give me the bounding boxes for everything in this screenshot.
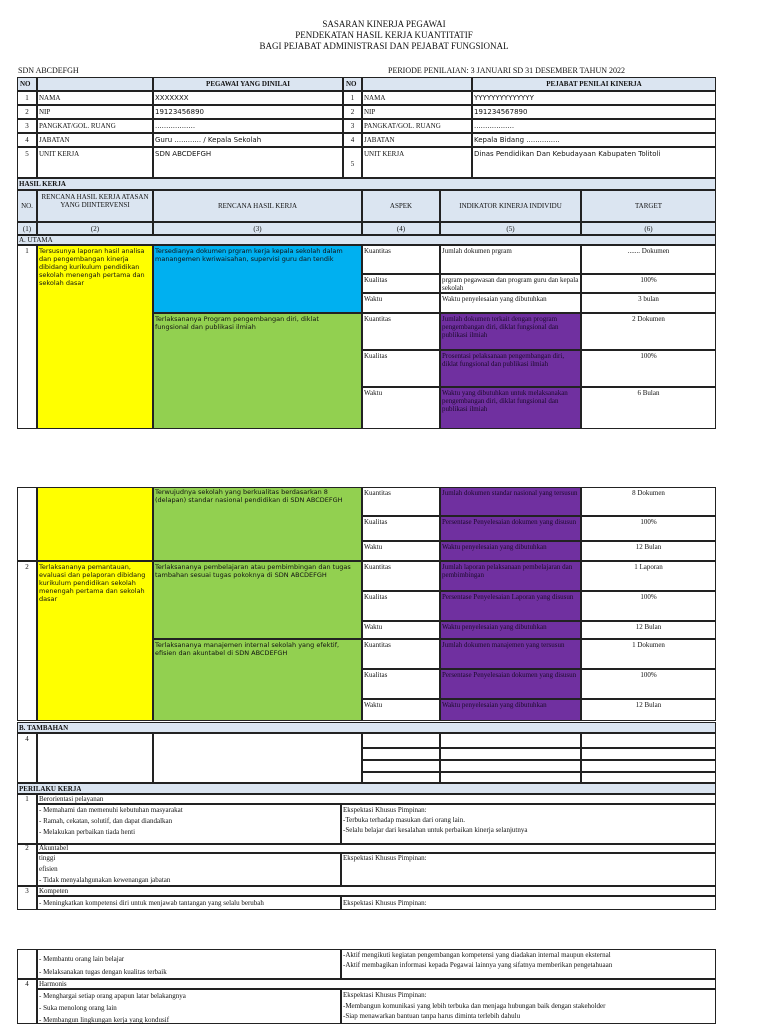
perilaku-point: - Memahami dan memenuhi kebutuhan masyarakat [39,806,183,814]
ident-row-value: XXXXXXX [155,94,189,102]
indikator-text: Waktu penyelesaian yang dibutuhkan [442,701,547,709]
col-header-indikator: INDIKATOR KINERJA INDIVIDU [459,202,562,210]
section-tambahan: B. TAMBAHAN [19,724,69,732]
ident-row-no-2: 3 [350,122,355,130]
aspek-kuantitas: Kuantitas [364,247,391,255]
ident-row-value-2: .................. [474,122,515,130]
ident-row-no-2: 4 [350,136,355,144]
target-value: 1 Laporan [634,563,663,571]
aspek-kualitas: Kualitas [364,276,388,284]
target-value: 8 Dokumen [632,489,665,497]
rhk-5: Terlaksananya manajemen internal sekolah yang efektif, efisien dan akuntabel di SDN ABCDEFGH [155,641,340,657]
rhk-3: Terwujudnya sekolah yang berkualitas berdasarkan 8 (delapan) standar nasional pendidikan di SDN ABCDEFGH [155,488,343,504]
perilaku-no: 4 [25,980,29,988]
col-num-4: (4) [396,225,406,233]
aspek-waktu: Waktu [364,623,383,631]
target-value: 100% [640,276,657,284]
ident-row-label-2: NAMA [364,94,386,102]
ident-row-label: UNIT KERJA [39,150,80,158]
rhk-4: Terlaksananya pembelajaran atau pembimbingan dan tugas tambahan sesuai tugas pokoknya di SDN ABCDEFGH [155,563,351,579]
aspek-waktu: Waktu [364,295,383,303]
indikator-text: Waktu penyelesaian yang dibutuhkan [442,295,547,303]
aspek-kuantitas: Kuantitas [364,641,391,649]
indikator-text: Jumlah dokumen prgram [442,247,512,255]
ident-row-no: 1 [25,94,29,102]
section-utama: A. UTAMA [19,236,53,244]
doc-subtitle-2: BAGI PEJABAT ADMINISTRASI DAN PEJABAT FUNGSIONAL [259,41,509,51]
perilaku-point: - Tidak menyalahgunakan kewenangan jabatan [39,876,171,884]
perilaku-point: - Membantu orang lain belajar [39,955,125,963]
perilaku-title: Berorientasi pelayanan [39,795,104,803]
ident-row-value-2: YYYYYYYYYYYYYY [474,94,534,102]
rhk-1: Tersedianya dokumen prgram kerja kepala sekolah dalam manangemen kwriwaisahan, supervisi guru dan tendik [155,247,343,263]
ident-row-value-2: Kepala Bidang ............... [474,136,560,144]
target-value: 3 bulan [638,295,659,303]
ident-row-value: Guru ............ / Kepala Sekolah [155,136,262,144]
period-label: PERIODE PENILAIAN: 3 JANUARI SD 31 DESEMBER TAHUN 2022 [388,66,625,75]
ident-row-label-2: NIP [364,108,376,116]
ekspektasi-point: -Aktif membagikan informasi kepada Pegawai lainnya yang sifatnya memberikan pengetahuaan [343,961,613,969]
target-value: 100% [640,671,657,679]
ident-row-no-2: 1 [350,94,355,102]
ident-row-value-2: 191234567890 [474,108,528,116]
school-name: SDN ABCDEFGH [18,66,79,75]
atasan-1: Tersusunya laporan hasil analisa dan pengembangan kinerja dibidang kurikulum pendidikan sekolah menengah pertama dan sekolah dasar [39,247,145,287]
ekspektasi-label: Ekspektasi Khusus Pimpinan: [343,991,427,999]
perilaku-no: 1 [25,795,29,803]
ident-row-no-2: 5 [350,160,355,168]
ident-row-label: NAMA [39,94,61,102]
ident-row-no: 4 [25,136,29,144]
indikator-text: prgram pegawasan dan program guru dan kepala sekolah [442,276,579,292]
col-num-3: (3) [253,225,262,233]
aspek-kuantitas: Kuantitas [364,315,391,323]
aspek-waktu: Waktu [364,389,383,397]
hasil-kerja-title: HASIL KERJA [19,180,66,188]
perilaku-point: - Melakukan perbaikan tiada henti [39,828,136,836]
ident-row-no-2: 2 [350,108,355,116]
perilaku-point: - Menghargai setiap orang apapun latar belakangnya [39,992,186,1000]
indikator-text: Waktu penyelesaian yang dibutuhkan [442,623,547,631]
indikator-text: Jumlah laporan pelaksanaan pembelajaran dan pembimbingan [442,563,573,579]
col-header-rhk: RENCANA HASIL KERJA [217,202,298,210]
aspek-waktu: Waktu [364,701,383,709]
doc-title: SASARAN KINERJA PEGAWAI [322,19,446,29]
pegawai-title: PEGAWAI YANG DINILAI [206,80,290,88]
ident-row-label-2: JABATAN [364,136,395,144]
perilaku-point: - Melaksanakan tugas dengan kualitas terbaik [39,968,167,976]
perilaku-point: efisien [39,865,58,873]
ident-row-no: 5 [25,150,29,158]
rhk-2: Terlaksananya Program pengembangan diri, diklat fungsional dan publikasi ilmiah [155,315,319,331]
ident-row-label-2: PANGKAT/GOL. RUANG [364,122,441,130]
perilaku-title: Harmonis [39,980,67,988]
indikator-text: Jumlah dokumen manajemen yang tersusun [442,641,565,649]
col-header-no: NO. [21,202,33,210]
col-header-atasan: RENCANA HASIL KERJA ATASAN YANG DIINTERVENSI [41,193,149,209]
ekspektasi-label: Ekspektasi Khusus Pimpinan: [343,854,427,862]
indikator-text: Jumlah dokumen terkait dengan program pengembangan diri, diklat fungsional dan publikasi ilmiah [442,315,559,339]
aspek-kualitas: Kualitas [364,352,388,360]
perilaku-point: - Ramah, cekatan, solutif, dan dapat diandalkan [39,817,173,825]
target-value: 6 Bulan [637,389,660,397]
ident-row-value: 19123456890 [155,108,204,116]
ident-row-label-2: UNIT KERJA [364,150,405,158]
col-header-aspek: ASPEK [389,202,413,210]
ident-row-no: 3 [25,122,29,130]
ekspektasi-point: -Terbuka terhadap masukan dari orang lain. [343,816,465,824]
ekspektasi-point: -Aktif mengikuti kegiatan pengembangan kompetensi yang diadakan internal maupun eksternal [343,951,611,959]
indikator-text: Waktu penyelesaian yang dibutuhkan [442,543,547,551]
perilaku-point: - Meningkatkan kompetensi diri untuk menjawab tantangan yang selalu berubah [39,899,264,907]
target-value: 12 Bulan [635,701,662,709]
target-value: 100% [640,352,657,360]
indikator-text: Persentase Penyelesaian Laporan yang disusun [442,593,574,601]
ident-row-no: 2 [25,108,29,116]
ekspektasi-label: Ekspektasi Khusus Pimpinan: [343,899,427,907]
ident-row-value: SDN ABCDEFGH [155,150,212,158]
atasan-2: Terlaksananya pemantauan, evaluasi dan pelaporan dibidang kurikulum pendidikan sekolah menengah pertama dan sekolah dasar [39,563,146,603]
ekspektasi-point: -Selalu belajar dari kesalahan untuk perbaikan kinerja selanjutnya [343,826,528,834]
target-value: 1 Dokumen [632,641,665,649]
col-num-6: (6) [644,225,653,233]
row-no-1: 1 [25,247,29,255]
ident-row-label: PANGKAT/GOL. RUANG [39,122,116,130]
target-value: 12 Bulan [635,623,662,631]
target-value: 12 Bulan [635,543,662,551]
perilaku-point: - Membangun lingkungan kerja yang kondusif [39,1016,170,1024]
ekspektasi-point: -Membangun komunikasi yang lebih terbuka dan menjaga hubungan baik dengan stakeholder [343,1002,606,1010]
tambahan-no: 4 [25,735,29,743]
ident-row-value: .................. [155,122,196,130]
perilaku-title: PERILAKU KERJA [19,785,82,793]
perilaku-no: 3 [25,887,29,895]
ident-row-value-2: Dinas Pendidikan Dan Kebudayaan Kabupaten Tolitoli [474,150,661,158]
row-no-2: 2 [25,563,29,571]
col-no-2: NO [346,80,357,88]
penilai-title: PEJABAT PENILAI KINERJA [546,80,642,88]
aspek-kualitas: Kualitas [364,518,388,526]
ekspektasi-label: Ekspektasi Khusus Pimpinan: [343,806,427,814]
target-value: 100% [640,593,657,601]
perilaku-no: 2 [25,844,29,852]
indikator-text: Waktu yang dibutuhkan untuk melaksanakan pengembangan diri, diklat fungsional dan publikasi ilmiah [442,389,568,413]
ident-row-label: JABATAN [39,136,70,144]
aspek-kualitas: Kualitas [364,671,388,679]
ident-row-label: NIP [39,108,51,116]
indikator-text: Persentase Penyelesaian dokumen yang disusun [442,518,577,526]
col-header-target: TARGET [634,202,663,210]
aspek-kuantitas: Kuantitas [364,563,391,571]
perilaku-point: tinggi [39,854,56,862]
indikator-text: Persentase Penyelesaian dokumen yang disusun [442,671,577,679]
aspek-kualitas: Kualitas [364,593,388,601]
indikator-text: Prosentasi pelaksanaan pengembangan diri, diklat fungsional dan publikasi ilmiah [442,352,565,368]
perilaku-point: - Suka menolong orang lain [39,1004,117,1012]
target-value: 2 Dokumen [632,315,665,323]
col-num-1: (1) [22,225,32,233]
perilaku-title: Kompeten [39,887,69,895]
target-value: 100% [640,518,657,526]
perilaku-title: Akuntabel [39,844,69,852]
col-no: NO [20,80,31,88]
target-value: ....... Dokumen [627,247,670,255]
doc-subtitle: PENDEKATAN HASIL KERJA KUANTITATIF [295,30,473,40]
aspek-kuantitas: Kuantitas [364,489,391,497]
col-num-5: (5) [506,225,515,233]
aspek-waktu: Waktu [364,543,383,551]
ekspektasi-point: -Siap menawarkan bantuan tanpa harus diminta terlebih dahulu [343,1012,521,1020]
indikator-text: Jumlah dokumen standar nasional yang tersusun [442,489,578,497]
col-num-2: (2) [90,225,100,233]
